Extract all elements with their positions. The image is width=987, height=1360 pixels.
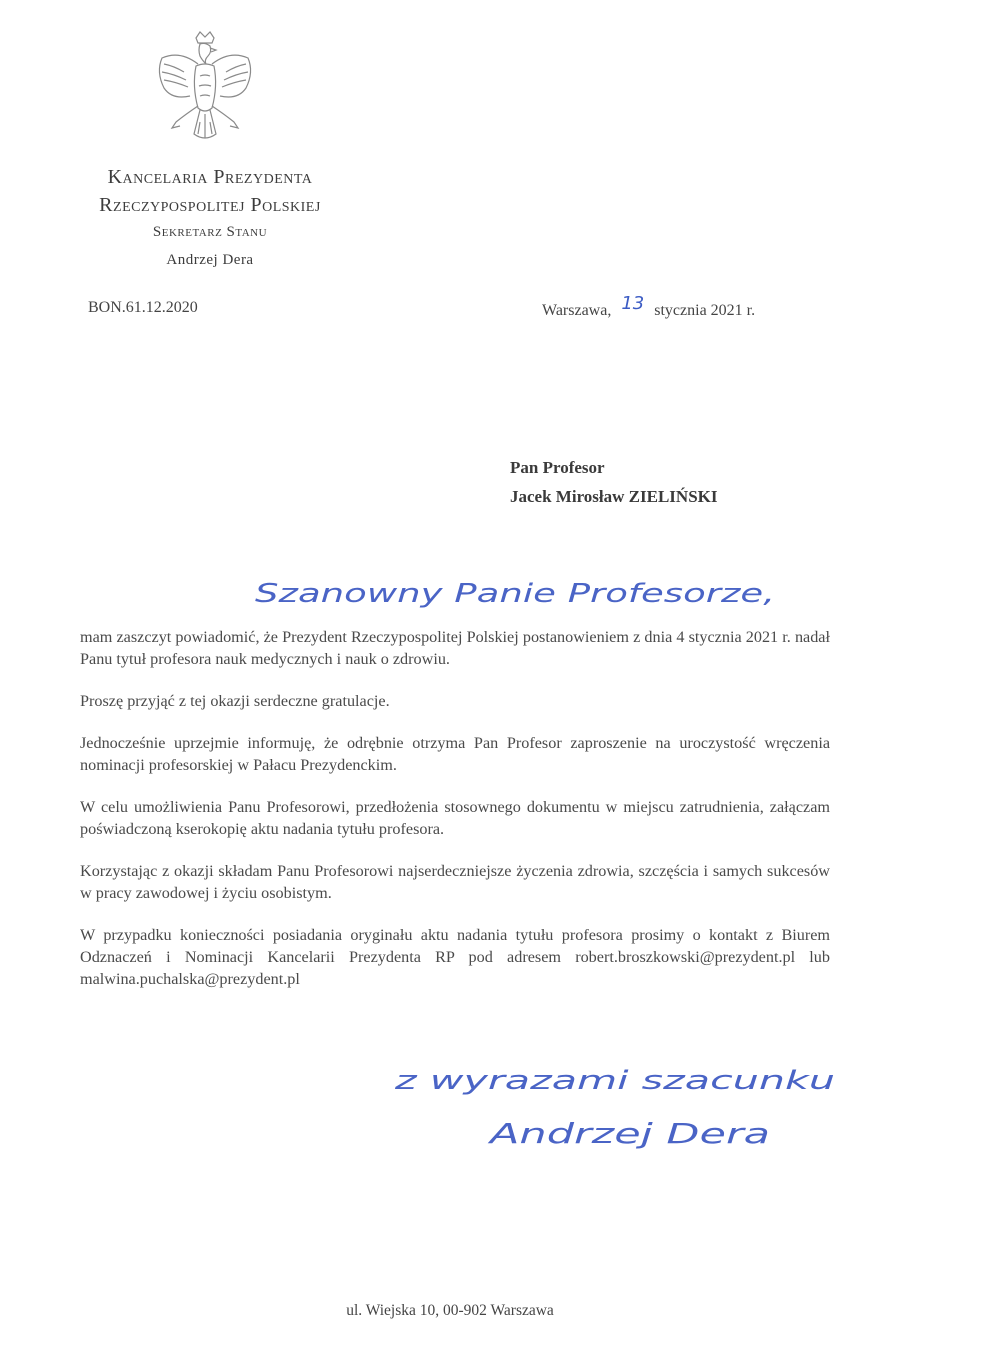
- reference-number: BON.61.12.2020: [88, 299, 198, 316]
- letter-body: [80, 626, 830, 1010]
- paragraph: W celu umożliwienia Panu Profesorowi, przedłożenia stosownego dokumentu w miejscu zatrudnienia, załączam poświadczoną kserokopię aktu nadania tytułu profesora.: [80, 798, 830, 838]
- addressee-name: Jacek Mirosław ZIELIŃSKI: [510, 487, 718, 506]
- footer-address: ul. Wiejska 10, 00-902 Warszawa: [346, 1302, 554, 1319]
- addressee-title: Pan Profesor: [510, 458, 605, 477]
- paragraph: W przypadku konieczności posiadania oryginału aktu nadania tytułu profesora prosimy o kontakt z Biurem Odznaczeń i Nominacji Kancelarii Prezydenta RP pod adresem robert.broszkowski@prezydent.pl lub malwina.puchalska@prezydent.pl: [80, 926, 830, 988]
- letterhead-country: Rzeczypospolitej Polskiej: [99, 194, 321, 216]
- handwritten-greeting: [255, 572, 815, 622]
- paragraph: Korzystając z okazji składam Panu Profesorowi najserdeczniejsze życzenia zdrowia, szczęścia i samych sukcesów w pracy zawodowej i życiu osobistym.: [80, 862, 830, 902]
- letterhead-position: Sekretarz Stanu: [152, 224, 268, 240]
- letterhead-office: Kancelaria Prezydenta: [107, 166, 313, 188]
- polish-eagle-emblem-icon: [150, 30, 260, 155]
- date-day-handwritten: 13: [621, 293, 645, 314]
- date-rest: stycznia 2021 r.: [654, 302, 756, 319]
- signature: Andrzej Dera: [486, 1117, 770, 1150]
- handwritten-closing-signature: [395, 1055, 855, 1165]
- date-line: [542, 293, 756, 320]
- closing-text: z wyrazami szacunku: [395, 1066, 835, 1096]
- date-place: Warszawa,: [542, 302, 612, 319]
- paragraph: mam zaszczyt powiadomić, że Prezydent Rzeczypospolitej Polskiej postanowieniem z dnia 4 stycznia 2021 r. nadał Panu tytuł profesora nauk medycznych i nauk o zdrowiu.: [80, 628, 830, 668]
- letterhead-name: Andrzej Dera: [166, 252, 254, 268]
- greeting-text: Szanowny Panie Profesorze,: [255, 579, 775, 609]
- addressee-block: [510, 453, 718, 511]
- paragraph: Jednocześnie uprzejmie informuję, że odrębnie otrzyma Pan Profesor zaproszenie na uroczystość wręczenia nominacji profesorskiej w Pałacu Prezydenckim.: [80, 734, 830, 774]
- paragraph: Proszę przyjąć z tej okazji serdeczne gratulacje.: [80, 692, 390, 710]
